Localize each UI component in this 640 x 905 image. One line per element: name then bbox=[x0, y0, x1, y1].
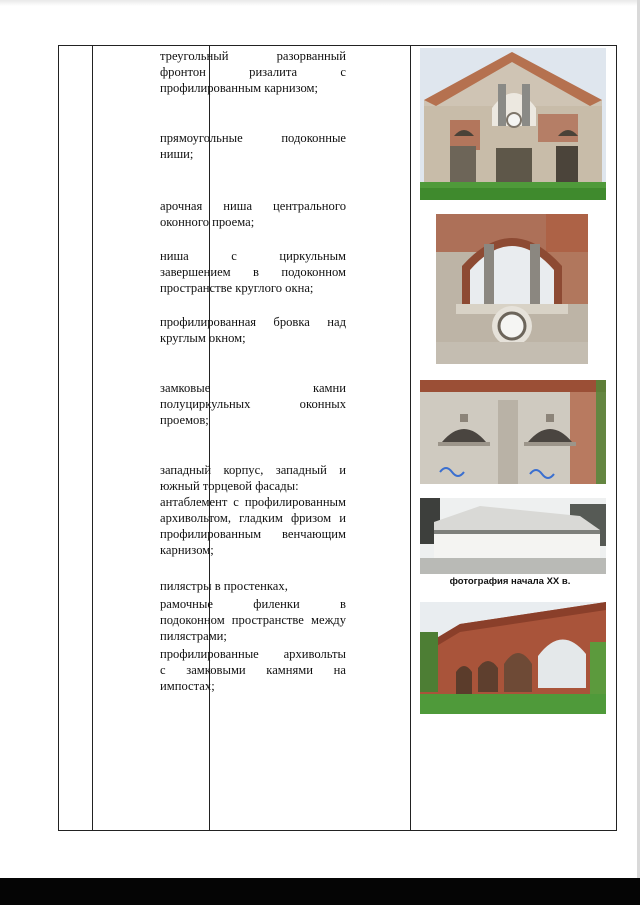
text-line: ниши; bbox=[160, 147, 194, 161]
text-line: пилястрами; bbox=[160, 629, 227, 643]
text-line: рамочные филенки в bbox=[160, 597, 346, 611]
photo-caption: фотография начала XX в. bbox=[449, 576, 571, 587]
text-block-panels bbox=[160, 596, 346, 644]
text-line: прямоугольные подоконные bbox=[160, 131, 346, 145]
text-line: пилястры в простенках, bbox=[160, 579, 288, 593]
text-line: профилированная бровка над bbox=[160, 315, 346, 329]
text-line: южный торцевой фасады: bbox=[160, 479, 299, 493]
text-block-west-wing bbox=[160, 462, 346, 494]
scan-top-edge bbox=[0, 0, 640, 6]
photo-historic bbox=[420, 498, 606, 574]
element-description-column bbox=[160, 48, 346, 828]
text-line: с замковыми камнями на bbox=[160, 663, 346, 677]
text-block-pilasters bbox=[160, 578, 346, 594]
text-line: полуциркульных оконных bbox=[160, 397, 346, 411]
text-line: фронтон ризалита с bbox=[160, 65, 346, 79]
photo-pediment-facade bbox=[420, 48, 606, 200]
text-line: подоконном пространстве между bbox=[160, 613, 346, 627]
text-block-pediment bbox=[160, 48, 346, 96]
text-line: треугольный разорванный bbox=[160, 49, 346, 63]
text-line: карнизом; bbox=[160, 543, 214, 557]
column-divider bbox=[92, 46, 93, 830]
text-line: замковые камни bbox=[160, 381, 346, 395]
text-line: оконного проема; bbox=[160, 215, 255, 229]
text-line: ниша с циркульным bbox=[160, 249, 346, 263]
photo-keystone-windows bbox=[420, 380, 606, 484]
text-line: проемов; bbox=[160, 413, 209, 427]
text-block-round-niche bbox=[160, 248, 346, 296]
text-line: пространстве круглого окна; bbox=[160, 281, 314, 295]
text-line: антаблемент с профилированным bbox=[160, 495, 346, 509]
column-divider bbox=[410, 46, 411, 830]
text-line: западный корпус, западный и bbox=[160, 463, 346, 477]
text-line: импостах; bbox=[160, 679, 215, 693]
text-block-arch-niche bbox=[160, 198, 346, 230]
text-line: завершением в подоконном bbox=[160, 265, 346, 279]
text-line: круглым окном; bbox=[160, 331, 246, 345]
text-line: профилированные архивольты bbox=[160, 647, 346, 661]
text-line: профилированным карнизом; bbox=[160, 81, 318, 95]
text-block-entablature bbox=[160, 494, 346, 558]
text-line: арочная ниша центрального bbox=[160, 199, 346, 213]
text-block-niches bbox=[160, 130, 346, 162]
text-block-brow bbox=[160, 314, 346, 346]
text-line: профилированным венчающим bbox=[160, 527, 346, 541]
photo-round-window bbox=[436, 214, 588, 364]
text-line: архивольтом, гладким фризом и bbox=[160, 511, 346, 525]
photo-ruined-arcade bbox=[420, 602, 606, 714]
scan-bottom-band bbox=[0, 878, 640, 905]
text-block-keystones bbox=[160, 380, 346, 428]
text-block-archivolts bbox=[160, 646, 346, 694]
